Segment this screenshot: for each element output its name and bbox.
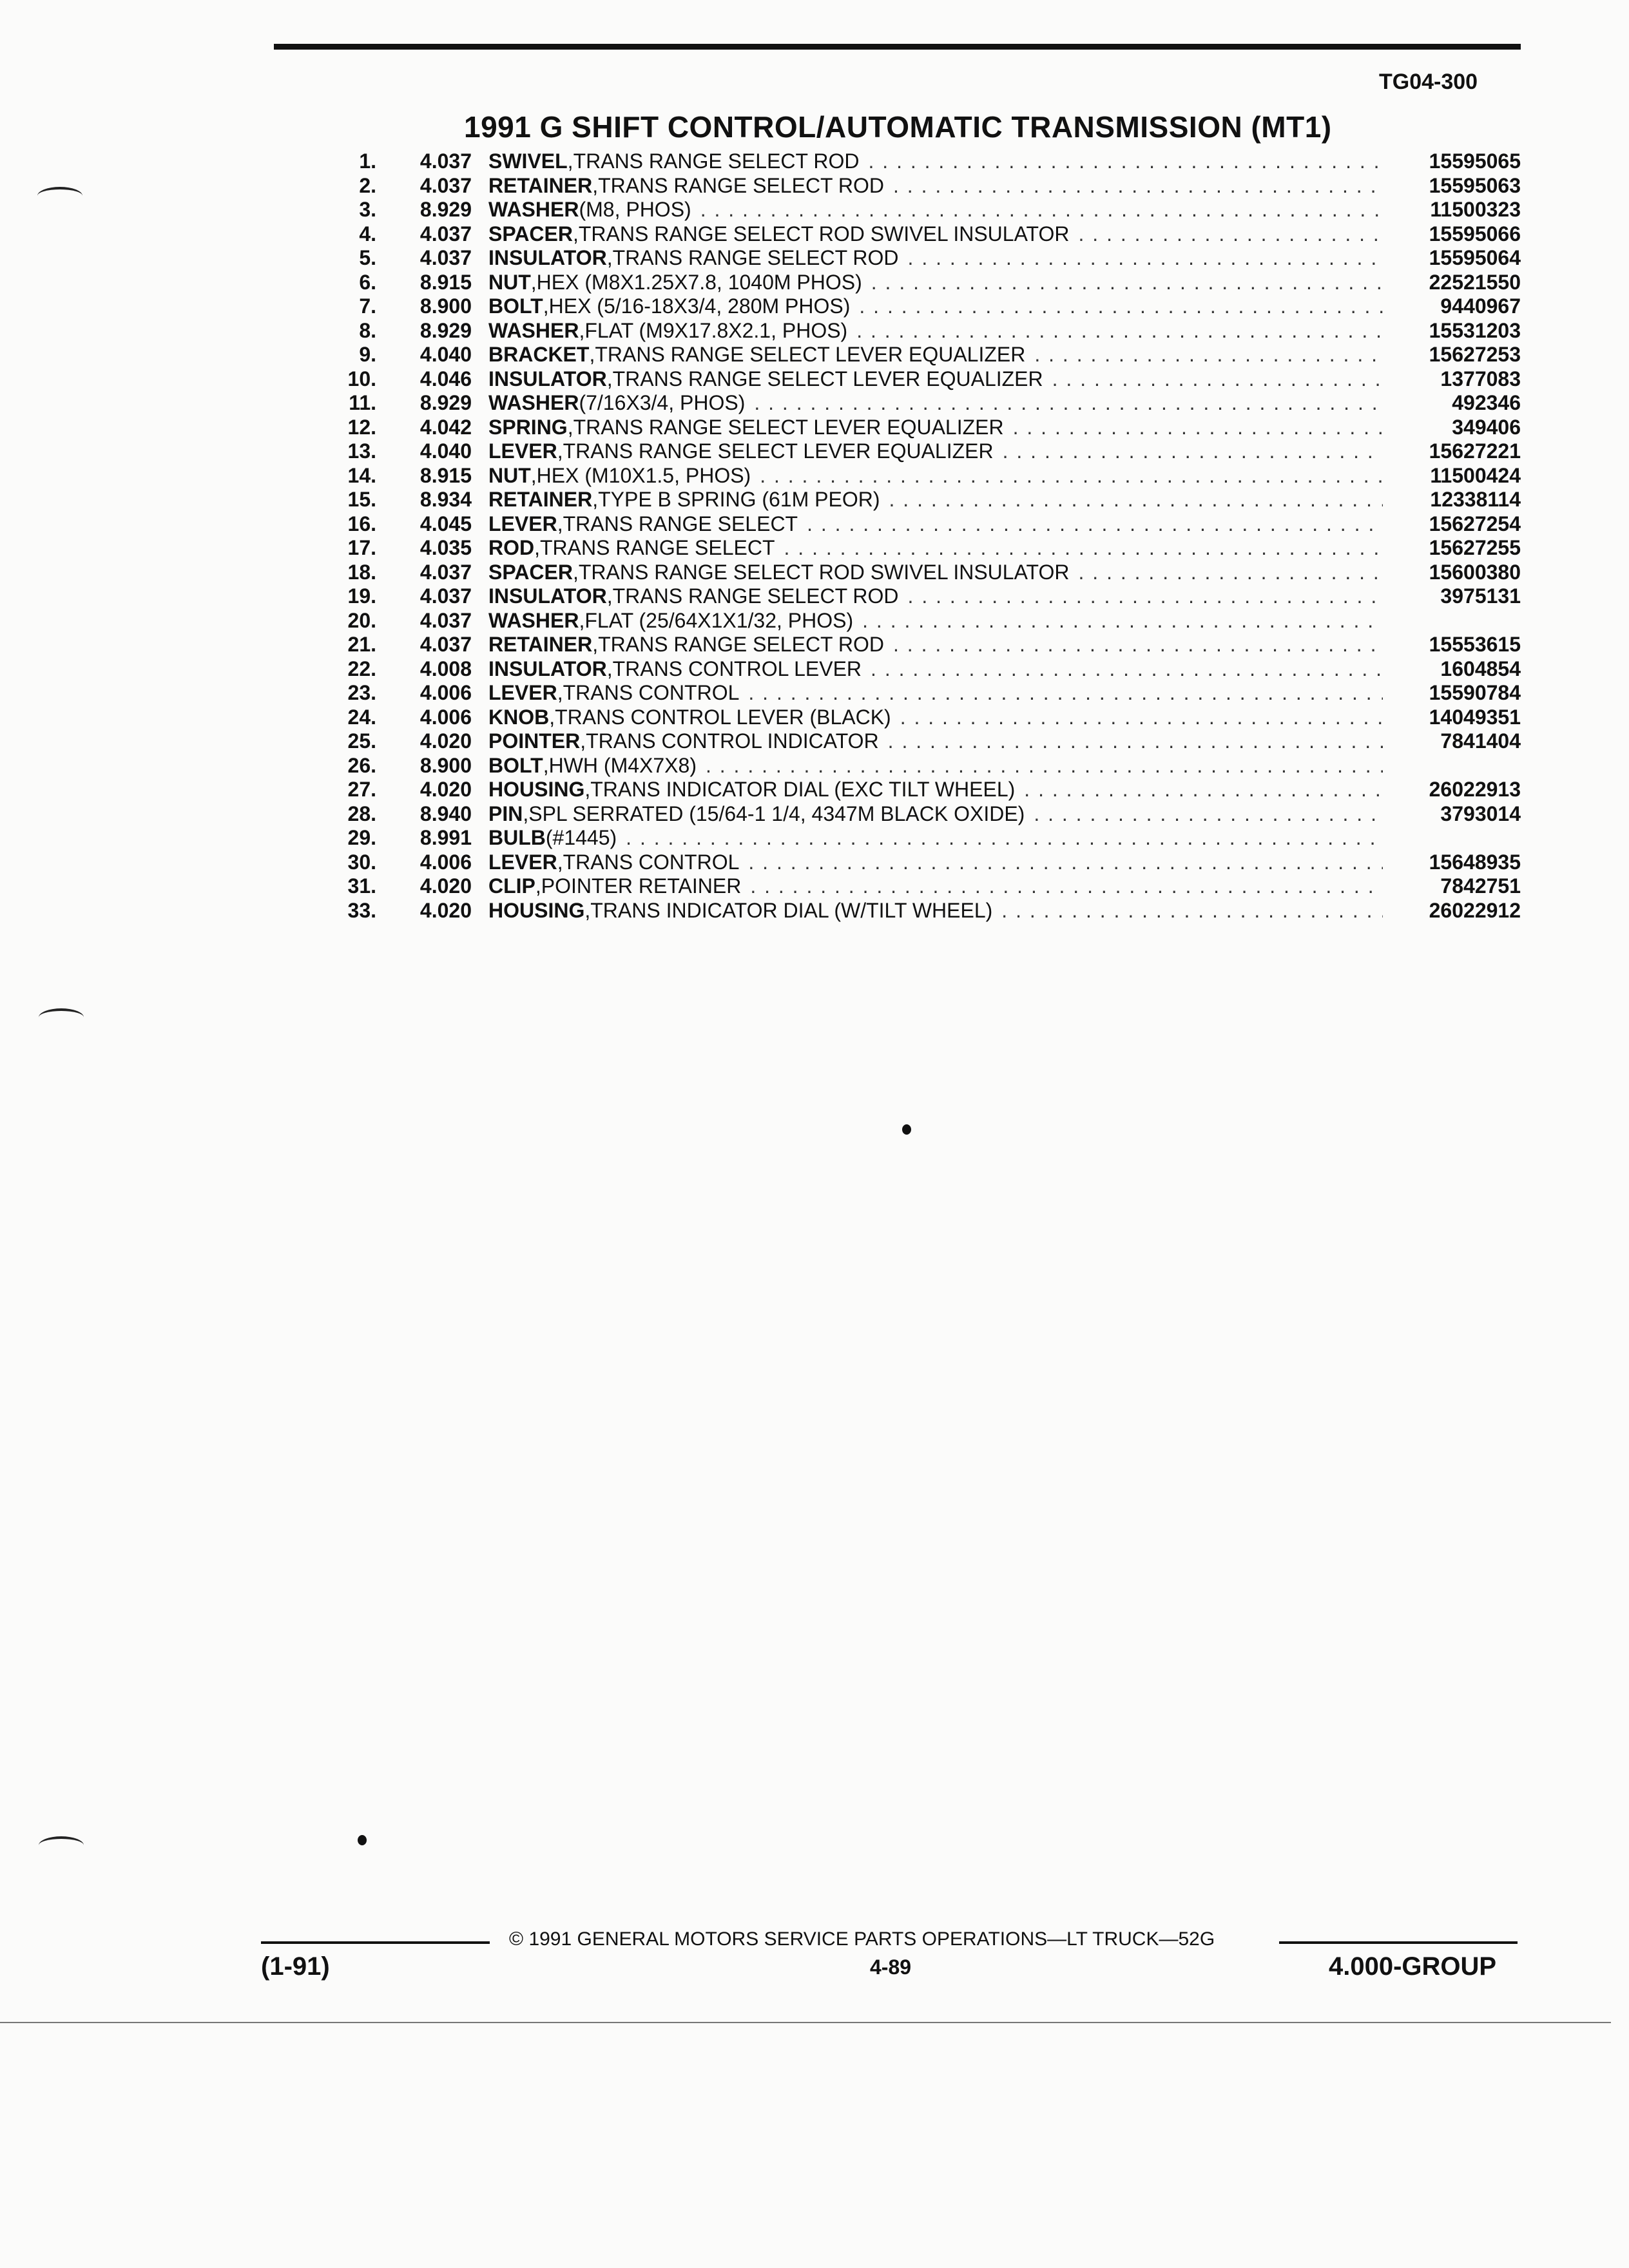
name-separator: , xyxy=(584,778,591,801)
part-qualifier: TRANS CONTROL LEVER (BLACK) xyxy=(555,705,891,729)
name-separator: , xyxy=(592,173,599,197)
leader-dots xyxy=(1079,222,1383,247)
leader-dots xyxy=(1034,802,1383,827)
group-number: 4.020 xyxy=(419,874,472,898)
name-separator: , xyxy=(606,657,613,680)
part-row xyxy=(322,294,1521,319)
leader-dots xyxy=(748,850,1383,875)
footer-group: 4.000-GROUP xyxy=(1329,1952,1497,1981)
leader-dots xyxy=(750,874,1383,899)
part-description xyxy=(488,778,1392,802)
part-qualifier: TRANS RANGE SELECT xyxy=(563,512,798,535)
part-number: 15627255 xyxy=(1429,536,1521,559)
name-separator: , xyxy=(530,270,537,294)
leader-dots xyxy=(871,271,1383,295)
part-number: 26022912 xyxy=(1429,898,1521,922)
part-number: 15595065 xyxy=(1429,149,1521,173)
item-number: 13. xyxy=(347,439,376,463)
name-separator: , xyxy=(606,584,613,608)
part-description xyxy=(488,536,1392,561)
part-description xyxy=(488,561,1392,585)
part-description xyxy=(488,416,1392,440)
item-number: 15. xyxy=(347,488,376,511)
part-description xyxy=(488,706,1392,730)
part-row xyxy=(322,439,1521,464)
item-number: 7. xyxy=(359,294,376,318)
part-description xyxy=(488,319,1392,343)
leader-dots xyxy=(869,149,1383,174)
part-qualifier: TRANS INDICATOR DIAL (W/TILT WHEEL) xyxy=(590,898,993,922)
leader-dots xyxy=(1003,439,1383,464)
leader-dots xyxy=(888,729,1383,754)
item-number: 27. xyxy=(347,778,376,801)
leader-dots xyxy=(893,174,1383,198)
part-name: HOUSING xyxy=(488,778,585,801)
item-number: 31. xyxy=(347,874,376,898)
part-qualifier: TRANS RANGE SELECT LEVER EQUALIZER xyxy=(573,415,1004,439)
part-row xyxy=(322,246,1521,271)
name-separator: , xyxy=(543,753,549,777)
group-number: 8.915 xyxy=(419,270,472,294)
part-description xyxy=(488,584,1392,609)
page-title: 1991 G SHIFT CONTROL/AUTOMATIC TRANSMISSION (MT1) xyxy=(464,110,1332,144)
part-name: LEVER xyxy=(488,681,557,704)
item-number: 4. xyxy=(359,222,376,245)
part-row xyxy=(322,657,1521,682)
item-number: 19. xyxy=(347,584,376,608)
leader-dots xyxy=(706,754,1383,778)
leader-dots xyxy=(893,633,1383,657)
page-number: 4-89 xyxy=(870,1956,912,1979)
part-description xyxy=(488,729,1392,754)
part-description xyxy=(488,174,1392,198)
name-separator: , xyxy=(557,512,563,535)
ink-speck xyxy=(902,1124,911,1135)
part-row xyxy=(322,706,1521,730)
part-name: RETAINER xyxy=(488,488,593,511)
group-number: 4.037 xyxy=(419,633,472,656)
part-name: LEVER xyxy=(488,512,557,535)
part-description xyxy=(488,149,1392,174)
part-qualifier: TRANS RANGE SELECT xyxy=(540,536,775,559)
part-number: 11500424 xyxy=(1430,463,1521,487)
part-name: SPRING xyxy=(488,415,568,439)
part-name: PIN xyxy=(488,802,523,825)
part-name: WASHER xyxy=(488,198,579,221)
part-name: WASHER xyxy=(488,318,579,342)
part-row xyxy=(322,874,1521,899)
item-number: 17. xyxy=(347,536,376,559)
part-description xyxy=(488,512,1392,537)
name-separator: , xyxy=(523,802,529,825)
name-separator: , xyxy=(592,633,599,656)
bottom-rule xyxy=(0,2022,1611,2023)
part-name: CLIP xyxy=(488,874,535,898)
part-number: 22521550 xyxy=(1429,270,1521,294)
part-number: 15590784 xyxy=(1429,681,1521,704)
part-name: SPACER xyxy=(488,222,573,245)
name-separator: , xyxy=(584,898,591,922)
group-number: 4.006 xyxy=(419,850,472,874)
group-number: 4.035 xyxy=(419,536,472,559)
part-row xyxy=(322,174,1521,198)
part-row xyxy=(322,149,1521,174)
leader-dots xyxy=(784,536,1383,561)
group-number: 4.020 xyxy=(419,778,472,801)
item-number: 10. xyxy=(347,367,376,390)
group-number: 4.020 xyxy=(419,729,472,753)
leader-dots xyxy=(1079,561,1383,585)
part-description xyxy=(488,681,1392,706)
part-row xyxy=(322,754,1521,778)
name-separator: , xyxy=(530,463,537,487)
part-description xyxy=(488,850,1392,875)
part-qualifier: HWH (M4X7X8) xyxy=(548,753,697,777)
part-row xyxy=(322,584,1521,609)
group-number: 8.900 xyxy=(419,753,472,777)
part-name: SPACER xyxy=(488,560,573,584)
punch-hole-mark xyxy=(39,1008,84,1026)
part-number: 15595064 xyxy=(1429,246,1521,269)
part-qualifier: FLAT (M9X17.8X2.1, PHOS) xyxy=(584,318,848,342)
part-qualifier: POINTER RETAINER xyxy=(541,874,742,898)
footer-date: (1-91) xyxy=(261,1952,330,1981)
part-row xyxy=(322,367,1521,392)
part-number: 492346 xyxy=(1452,391,1521,414)
part-row xyxy=(322,850,1521,875)
part-row xyxy=(322,561,1521,585)
part-row xyxy=(322,271,1521,295)
part-number: 7842751 xyxy=(1440,874,1521,898)
part-number: 3793014 xyxy=(1440,802,1521,825)
part-qualifier: TRANS RANGE SELECT ROD xyxy=(612,584,899,608)
item-number: 5. xyxy=(359,246,376,269)
part-qualifier: TRANS RANGE SELECT LEVER EQUALIZER xyxy=(563,439,994,463)
part-number: 15595066 xyxy=(1429,222,1521,245)
name-separator: , xyxy=(549,705,555,729)
part-number: 15553615 xyxy=(1429,633,1521,656)
part-qualifier: HEX (5/16-18X3/4, 280M PHOS) xyxy=(548,294,851,318)
name-separator: , xyxy=(579,608,585,632)
part-number: 12338114 xyxy=(1430,488,1521,511)
part-number: 15531203 xyxy=(1429,318,1521,342)
ink-speck xyxy=(358,1835,367,1845)
leader-dots xyxy=(1034,343,1383,367)
group-number: 4.006 xyxy=(419,705,472,729)
part-number: 15600380 xyxy=(1429,560,1521,584)
leader-dots xyxy=(862,609,1383,633)
part-name: RETAINER xyxy=(488,633,593,656)
part-description xyxy=(488,246,1392,271)
item-number: 29. xyxy=(347,826,376,849)
group-number: 4.040 xyxy=(419,439,472,463)
item-number: 28. xyxy=(347,802,376,825)
part-name: INSULATOR xyxy=(488,584,607,608)
part-number: 14049351 xyxy=(1429,705,1521,729)
group-number: 8.929 xyxy=(419,198,472,221)
item-number: 14. xyxy=(347,463,376,487)
part-description xyxy=(488,488,1392,512)
part-qualifier: TRANS CONTROL INDICATOR xyxy=(586,729,879,753)
leader-dots xyxy=(889,488,1383,512)
part-number: 7841404 xyxy=(1440,729,1521,753)
leader-dots xyxy=(1024,778,1383,802)
item-number: 3. xyxy=(359,198,376,221)
part-number: 3975131 xyxy=(1440,584,1521,608)
part-description xyxy=(488,271,1392,295)
item-number: 30. xyxy=(347,850,376,874)
part-qualifier: TRANS RANGE SELECT ROD xyxy=(598,633,885,656)
part-qualifier: SPL SERRATED (15/64-1 1/4, 4347M BLACK OXIDE) xyxy=(528,802,1025,825)
part-row xyxy=(322,464,1521,488)
punch-hole-mark xyxy=(39,1836,84,1854)
group-number: 4.046 xyxy=(419,367,472,390)
part-name: WASHER xyxy=(488,391,579,414)
part-row xyxy=(322,391,1521,416)
leader-dots xyxy=(871,657,1383,682)
leader-dots xyxy=(748,681,1383,706)
item-number: 9. xyxy=(359,343,376,366)
part-name: ROD xyxy=(488,536,535,559)
part-number: 15648935 xyxy=(1429,850,1521,874)
group-number: 4.040 xyxy=(419,343,472,366)
part-row xyxy=(322,198,1521,222)
part-number: 26022913 xyxy=(1429,778,1521,801)
part-row xyxy=(322,802,1521,827)
group-number: 4.037 xyxy=(419,173,472,197)
part-row xyxy=(322,609,1521,633)
name-separator: , xyxy=(535,874,541,898)
footer-rule-right xyxy=(1279,1941,1518,1944)
copyright-notice: © 1991 GENERAL MOTORS SERVICE PARTS OPERATIONS—LT TRUCK—52G xyxy=(509,1928,1215,1950)
part-name: NUT xyxy=(488,463,531,487)
name-separator: , xyxy=(557,439,563,463)
leader-dots xyxy=(856,319,1383,343)
part-name: WASHER xyxy=(488,608,579,632)
group-number: 8.900 xyxy=(419,294,472,318)
leader-dots xyxy=(807,512,1383,537)
part-qualifier: TRANS RANGE SELECT ROD xyxy=(612,246,899,269)
item-number: 22. xyxy=(347,657,376,680)
part-name: POINTER xyxy=(488,729,581,753)
part-row xyxy=(322,512,1521,537)
item-number: 2. xyxy=(359,173,376,197)
group-number: 4.037 xyxy=(419,608,472,632)
part-qualifier: TYPE B SPRING (61M PEOR) xyxy=(598,488,880,511)
part-qualifier: TRANS RANGE SELECT ROD SWIVEL INSULATOR xyxy=(578,222,1070,245)
part-name: BOLT xyxy=(488,753,543,777)
part-qualifier: TRANS CONTROL xyxy=(563,681,740,704)
item-number: 33. xyxy=(347,898,376,922)
leader-dots xyxy=(1001,899,1383,923)
part-name: RETAINER xyxy=(488,173,593,197)
leader-dots xyxy=(1013,416,1383,440)
part-qualifier: TRANS CONTROL xyxy=(563,850,740,874)
leader-dots xyxy=(754,391,1383,416)
name-separator: , xyxy=(567,149,574,173)
part-row xyxy=(322,729,1521,754)
part-number: 15627221 xyxy=(1429,439,1521,463)
leader-dots xyxy=(760,464,1383,488)
part-description xyxy=(488,198,1392,222)
name-separator: , xyxy=(572,560,579,584)
item-number: 26. xyxy=(347,753,376,777)
name-separator: , xyxy=(579,318,585,342)
group-number: 4.037 xyxy=(419,222,472,245)
part-description xyxy=(488,343,1392,367)
item-number: 23. xyxy=(347,681,376,704)
part-row xyxy=(322,778,1521,802)
name-separator: , xyxy=(589,343,595,366)
part-description xyxy=(488,633,1392,657)
leader-dots xyxy=(908,584,1383,609)
item-number: 6. xyxy=(359,270,376,294)
part-qualifier: TRANS INDICATOR DIAL (EXC TILT WHEEL) xyxy=(590,778,1016,801)
part-name: INSULATOR xyxy=(488,246,607,269)
part-name: BOLT xyxy=(488,294,543,318)
part-qualifier: (#1445) xyxy=(545,826,617,849)
group-number: 8.929 xyxy=(419,318,472,342)
part-number: 1604854 xyxy=(1440,657,1521,680)
part-number: 349406 xyxy=(1452,415,1521,439)
part-name: BRACKET xyxy=(488,343,590,366)
name-separator: , xyxy=(557,681,563,704)
top-rule xyxy=(274,44,1521,50)
part-description xyxy=(488,464,1392,488)
part-name: INSULATOR xyxy=(488,367,607,390)
part-qualifier: FLAT (25/64X1X1/32, PHOS) xyxy=(584,608,854,632)
part-row xyxy=(322,536,1521,561)
footer-rule-left xyxy=(261,1941,490,1944)
part-qualifier: TRANS RANGE SELECT ROD xyxy=(598,173,885,197)
group-number: 8.940 xyxy=(419,802,472,825)
item-number: 21. xyxy=(347,633,376,656)
part-row xyxy=(322,681,1521,706)
part-name: LEVER xyxy=(488,850,557,874)
name-separator: , xyxy=(567,415,574,439)
item-number: 18. xyxy=(347,560,376,584)
name-separator: , xyxy=(580,729,586,753)
part-description xyxy=(488,657,1392,682)
group-number: 8.991 xyxy=(419,826,472,849)
item-number: 24. xyxy=(347,705,376,729)
item-number: 12. xyxy=(347,415,376,439)
part-row xyxy=(322,416,1521,440)
part-number: 1377083 xyxy=(1440,367,1521,390)
part-name: KNOB xyxy=(488,705,550,729)
part-description xyxy=(488,802,1392,827)
part-description xyxy=(488,899,1392,923)
name-separator: , xyxy=(543,294,549,318)
item-number: 25. xyxy=(347,729,376,753)
part-name: HOUSING xyxy=(488,898,585,922)
name-separator: , xyxy=(606,367,613,390)
item-number: 20. xyxy=(347,608,376,632)
group-number: 4.037 xyxy=(419,149,472,173)
parts-list xyxy=(322,149,1521,923)
part-number: 15627253 xyxy=(1429,343,1521,366)
group-number: 4.006 xyxy=(419,681,472,704)
part-row xyxy=(322,633,1521,657)
part-qualifier: (M8, PHOS) xyxy=(579,198,691,221)
part-number: 15595063 xyxy=(1429,173,1521,197)
item-number: 8. xyxy=(359,318,376,342)
name-separator: , xyxy=(606,246,613,269)
group-number: 4.037 xyxy=(419,584,472,608)
part-description xyxy=(488,294,1392,319)
part-qualifier: HEX (M10X1.5, PHOS) xyxy=(536,463,751,487)
leader-dots xyxy=(900,706,1383,730)
name-separator: , xyxy=(557,850,563,874)
name-separator: , xyxy=(592,488,599,511)
group-number: 8.929 xyxy=(419,391,472,414)
part-name: INSULATOR xyxy=(488,657,607,680)
part-name: LEVER xyxy=(488,439,557,463)
leader-dots xyxy=(626,826,1383,850)
group-number: 4.042 xyxy=(419,415,472,439)
part-description xyxy=(488,367,1392,392)
part-qualifier: TRANS RANGE SELECT LEVER EQUALIZER xyxy=(595,343,1026,366)
part-description xyxy=(488,609,1392,633)
part-row xyxy=(322,826,1521,850)
part-description xyxy=(488,391,1392,416)
leader-dots xyxy=(908,246,1383,271)
part-description xyxy=(488,754,1392,778)
group-number: 4.037 xyxy=(419,560,472,584)
part-row xyxy=(322,488,1521,512)
page-code: TG04-300 xyxy=(1379,70,1478,94)
group-number: 4.008 xyxy=(419,657,472,680)
leader-dots xyxy=(1052,367,1383,392)
group-number: 4.045 xyxy=(419,512,472,535)
item-number: 11. xyxy=(349,391,376,414)
part-name: NUT xyxy=(488,270,531,294)
part-row xyxy=(322,899,1521,923)
item-number: 1. xyxy=(359,149,376,173)
item-number: 16. xyxy=(347,512,376,535)
part-qualifier: TRANS CONTROL LEVER xyxy=(612,657,862,680)
part-qualifier: HEX (M8X1.25X7.8, 1040M PHOS) xyxy=(536,270,862,294)
part-qualifier: TRANS RANGE SELECT ROD xyxy=(573,149,860,173)
part-number: 11500323 xyxy=(1430,198,1521,221)
leader-dots xyxy=(859,294,1383,319)
group-number: 4.020 xyxy=(419,898,472,922)
part-description xyxy=(488,874,1392,899)
part-name: SWIVEL xyxy=(488,149,568,173)
part-qualifier: TRANS RANGE SELECT LEVER EQUALIZER xyxy=(612,367,1043,390)
part-number: 9440967 xyxy=(1440,294,1521,318)
part-row xyxy=(322,319,1521,343)
part-number: 15627254 xyxy=(1429,512,1521,535)
part-description xyxy=(488,826,1392,850)
part-qualifier: (7/16X3/4, PHOS) xyxy=(579,391,746,414)
group-number: 8.915 xyxy=(419,463,472,487)
part-name: BULB xyxy=(488,826,546,849)
part-description xyxy=(488,222,1392,247)
group-number: 8.934 xyxy=(419,488,472,511)
part-description xyxy=(488,439,1392,464)
part-qualifier: TRANS RANGE SELECT ROD SWIVEL INSULATOR xyxy=(578,560,1070,584)
group-number: 4.037 xyxy=(419,246,472,269)
leader-dots xyxy=(700,198,1383,222)
name-separator: , xyxy=(534,536,540,559)
punch-hole-mark xyxy=(37,187,82,205)
part-row xyxy=(322,222,1521,247)
part-row xyxy=(322,343,1521,367)
name-separator: , xyxy=(572,222,579,245)
